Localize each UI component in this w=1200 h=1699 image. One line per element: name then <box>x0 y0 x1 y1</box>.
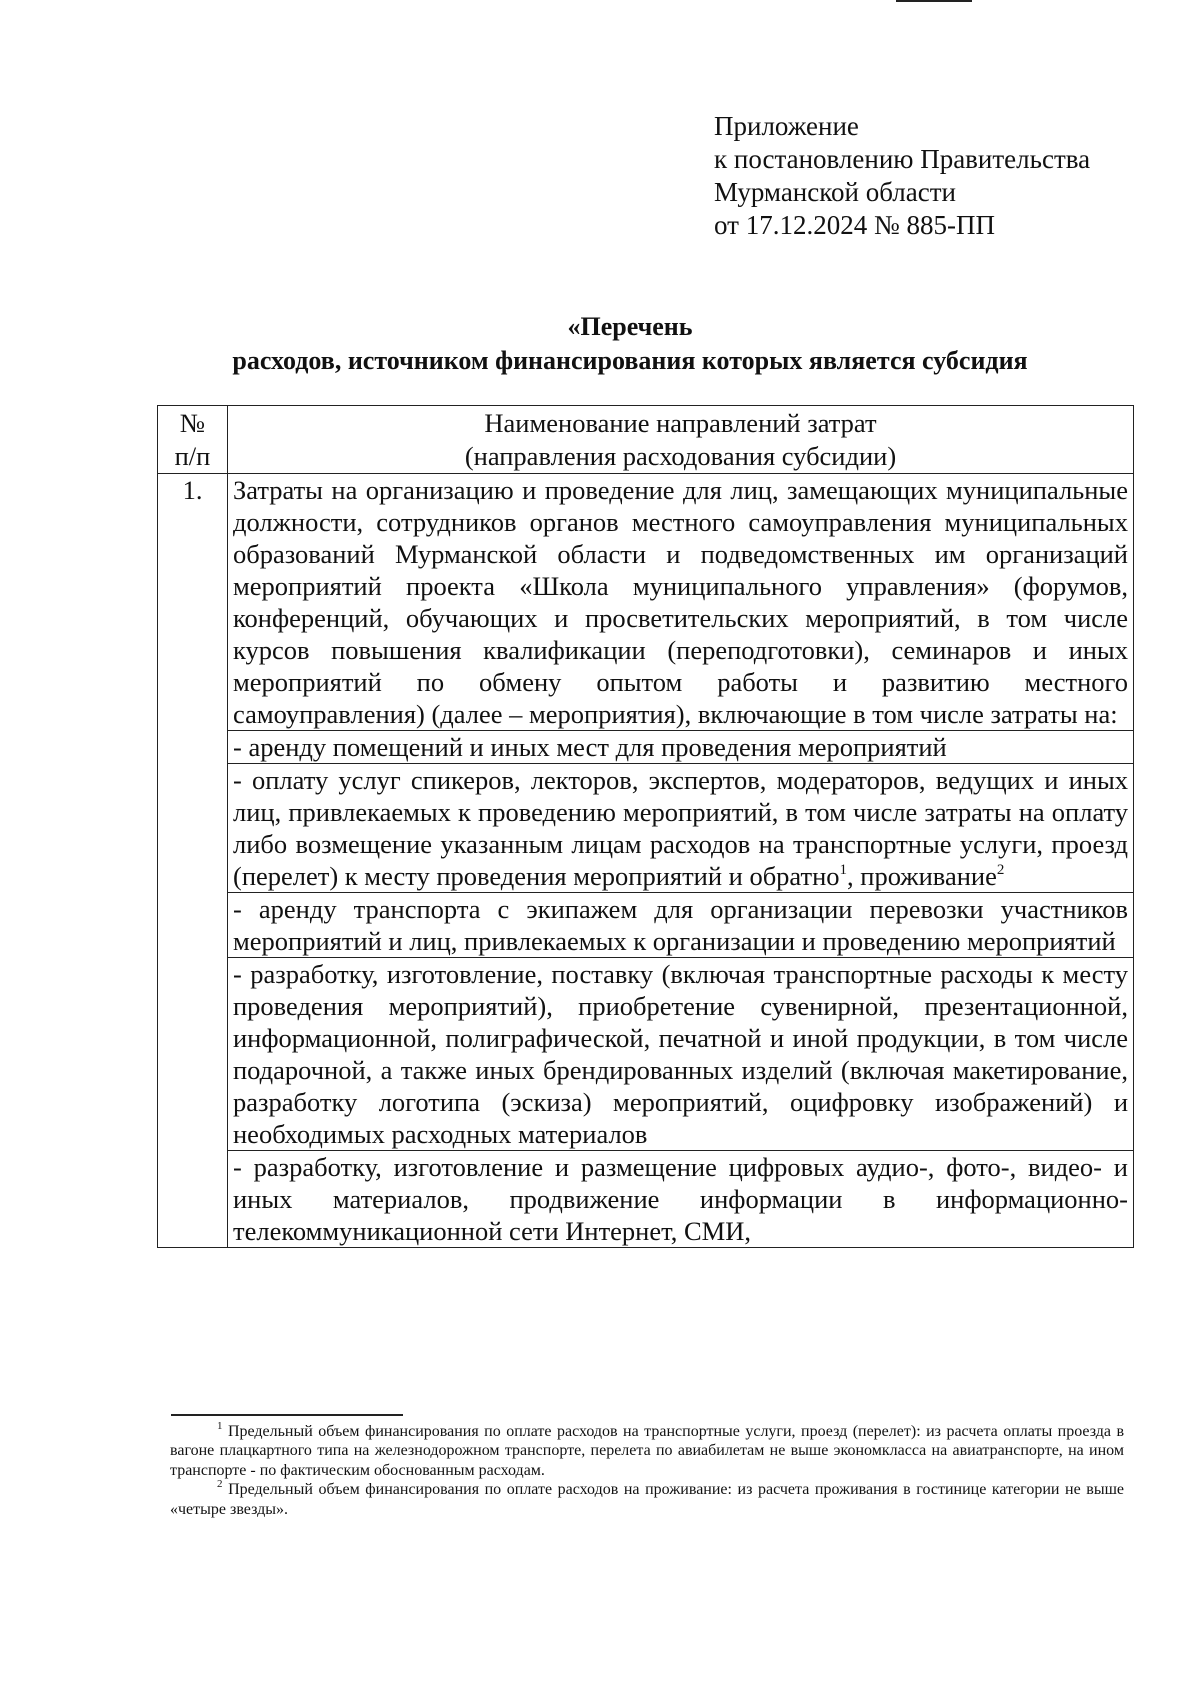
footnote-mark: 1 <box>217 1420 223 1432</box>
footnote-text: Предельный объем финансирования по оплате расходов на проживание: из расчета проживания в гостинице категории не выше «четыре звезды». <box>170 1481 1124 1518</box>
header-number-line-1: № <box>179 408 206 438</box>
appendix-line: от 17.12.2024 № 885-ПП <box>714 210 995 240</box>
table-row <box>158 474 1134 731</box>
footnote-ref: 1 <box>839 862 848 878</box>
footnote-separator <box>171 1414 403 1416</box>
header-name-cell <box>228 406 1134 474</box>
appendix-line: к постановлению Правительства <box>714 144 1091 174</box>
header-number-cell <box>158 406 228 474</box>
row-text: - оплату услуг спикеров, лекторов, экспертов, модераторов, ведущих и иных лиц, привлекаемых к проведению мероприятий, в том числе затраты на оплату либо возмещение указанным лицам расходов на транспортные услуги, проезд (перелет) к месту проведения мероприятий и обратно <box>233 765 1128 891</box>
row-text-cell: - аренду помещений и иных мест для проведения мероприятий <box>228 731 1134 764</box>
table-row <box>158 1151 1134 1248</box>
row-text-cell: - разработку, изготовление и размещение цифровых аудио-, фото-, видео- и иных материалов, продвижение информации в информационно-телекоммуникационной сети Интернет, СМИ, <box>228 1151 1134 1248</box>
table-header-row <box>158 406 1134 474</box>
appendix-line: Мурманской области <box>714 177 956 207</box>
title-line-2: расходов, источником финансирования которых является субсидия <box>232 346 1028 375</box>
header-name-line-2: (направления расходования субсидии) <box>464 441 897 471</box>
row-number-cell: 1. <box>158 474 228 1248</box>
row-text-cell: Затраты на организацию и проведение для лиц, замещающих муниципальные должности, сотрудников органов местного самоуправления муниципальных образований Мурманской области и подведомственных им организаций мероприятий проекта «Школа муниципального управления» (форумов, конференций, обучающих и просветительских мероприятий, в том числе курсов повышения квалификации (переподготовки), семинаров и иных мероприятий по обмену опытом работы и развитию местного самоуправления) (далее – мероприятия), включающие в том числе затраты на: <box>228 474 1134 731</box>
table-row <box>158 893 1134 958</box>
appendix-block <box>714 110 1090 242</box>
header-number-line-2: п/п <box>174 441 211 471</box>
footnotes <box>170 1422 1124 1519</box>
row-text-cell: - аренду транспорта с экипажем для организации перевозки участников мероприятий и лиц, привлекаемых к организации и проведению мероприятий <box>228 893 1134 958</box>
footnote-2 <box>170 1480 1124 1519</box>
footnote-1 <box>170 1422 1124 1480</box>
table-row <box>158 731 1134 764</box>
footnote-ref: 2 <box>996 862 1005 878</box>
table-row <box>158 958 1134 1151</box>
footnote-mark: 2 <box>217 1478 223 1491</box>
document-title <box>140 310 1120 378</box>
row-text-cell <box>228 764 1134 893</box>
expenses-table <box>157 405 1134 1248</box>
appendix-line: Приложение <box>714 111 859 141</box>
top-rule <box>896 0 972 2</box>
header-name-line-1: Наименование направлений затрат <box>484 408 877 438</box>
table-row <box>158 764 1134 893</box>
title-line-1: «Перечень <box>567 312 693 341</box>
footnote-text: Предельный объем финансирования по оплате расходов на транспортные услуги, проезд (перелет): из расчета оплаты проезда в вагоне плацкартного типа на железнодорожном транспорте, перелета по авиабилетам не выше экономкласса на авиатранспорте, на ином транспорте - по фактическим обоснованным расходам. <box>170 1423 1124 1479</box>
row-text: , проживание <box>847 861 997 891</box>
row-text-cell: - разработку, изготовление, поставку (включая транспортные расходы к месту проведения мероприятий), приобретение сувенирной, презентационной, информационной, полиграфической, печатной и иной продукции, в том числе подарочной, а также иных брендированных изделий (включая макетирование, разработку логотипа (эскиза) мероприятий, оцифровку изображений) и необходимых расходных материалов <box>228 958 1134 1151</box>
